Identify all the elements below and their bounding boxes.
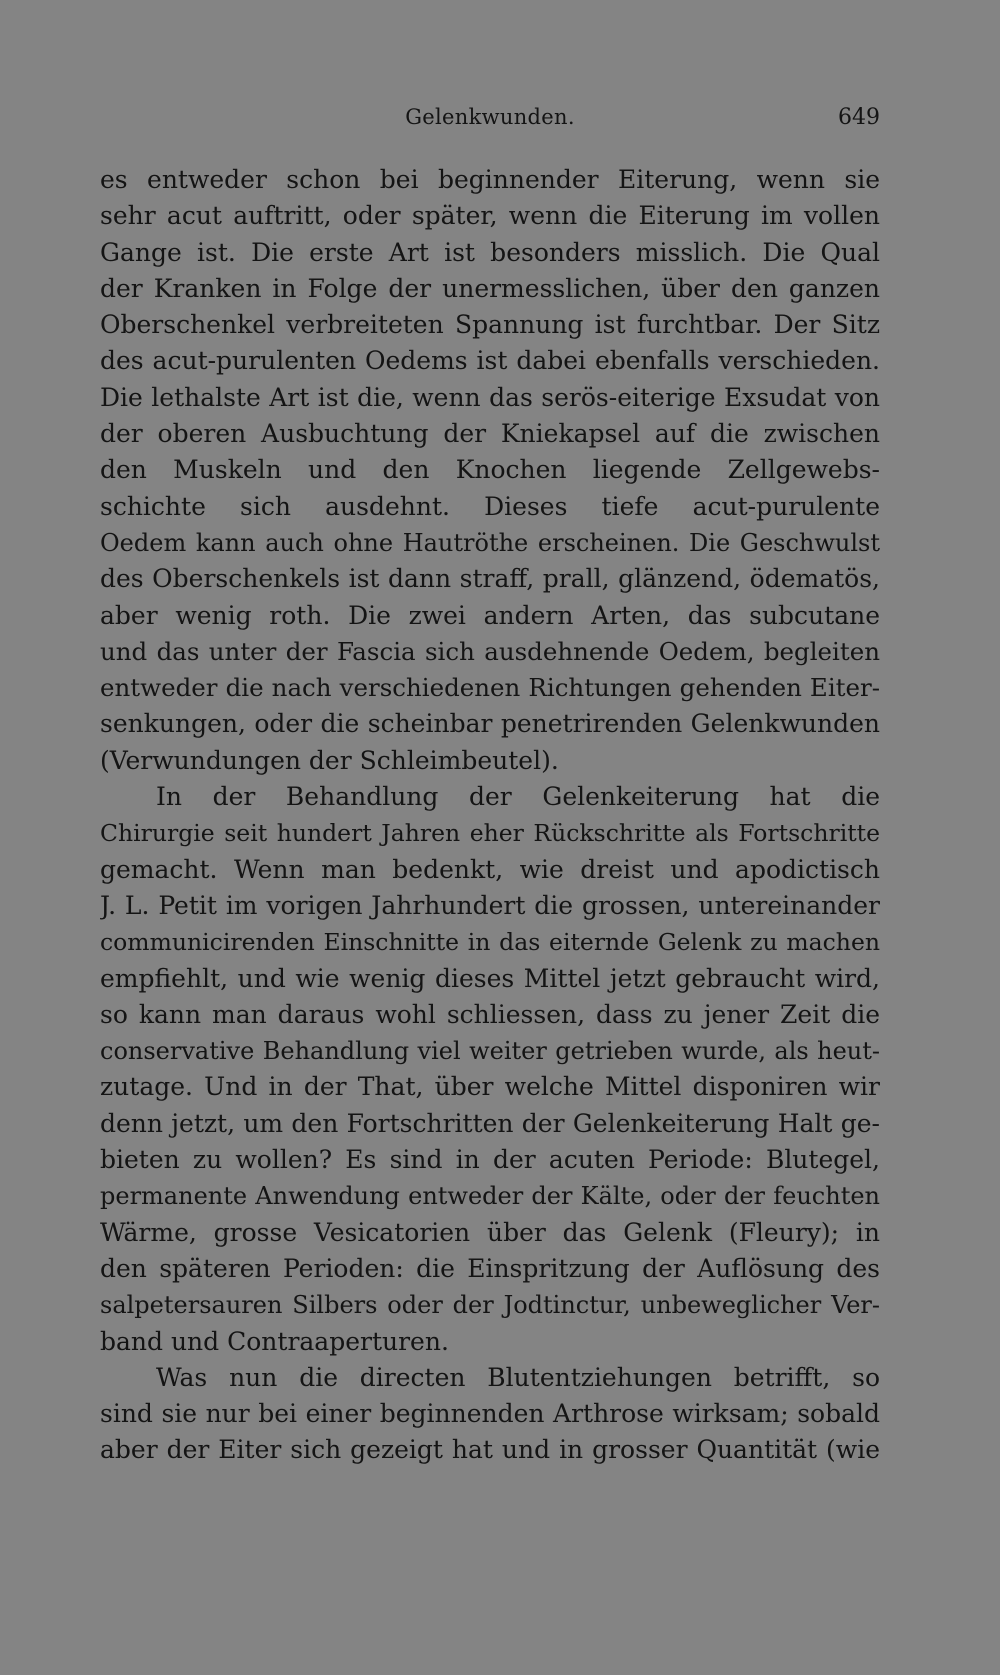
text-line: In der Behandlung der Gelenkeiterung hat die <box>156 782 880 812</box>
text-line: bieten zu wollen? Es sind in der acuten Periode: Blutegel, <box>100 1145 880 1175</box>
text-line: so kann man daraus wohl schliessen, dass zu jener Zeit die <box>100 999 880 1029</box>
text-line: (Verwundungen der Schleimbeutel). <box>100 745 559 775</box>
text-line: sind sie nur bei einer beginnenden Arthrose wirksam; sobald <box>100 1399 880 1429</box>
text-line: aber der Eiter sich gezeigt hat und in grosser Quantität (wie <box>100 1435 880 1465</box>
body-text <box>100 162 880 1469</box>
text-line: Gange ist. Die erste Art ist besonders misslich. Die Qual <box>100 237 880 267</box>
text-line: empfiehlt, und wie wenig dieses Mittel jetzt gebraucht wird, <box>100 963 880 993</box>
text-line: der oberen Ausbuchtung der Kniekapsel auf die zwischen <box>100 419 880 449</box>
paragraph <box>100 162 880 779</box>
text-line: Oberschenkel verbreiteten Spannung ist furchtbar. Der Sitz <box>100 310 880 340</box>
text-line: entweder die nach verschiedenen Richtungen gehenden Eiter- <box>100 673 880 703</box>
text-line: Die lethalste Art ist die, wenn das serös-eiterige Exsudat von <box>100 382 880 412</box>
text-line: conservative Behandlung viel weiter getrieben wurde, als heut- <box>100 1037 880 1066</box>
text-line: und das unter der Fascia sich ausdehnende Oedem, begleiten <box>100 636 880 666</box>
text-line: es entweder schon bei beginnender Eiterung, wenn sie <box>100 165 880 194</box>
text-line: salpetersauren Silbers oder der Jodtinctur, unbeweglicher Ver- <box>100 1291 880 1320</box>
text-line: J. L. Petit im vorigen Jahrhundert die grossen, untereinander <box>100 890 880 920</box>
text-line: schichte sich ausdehnt. Dieses tiefe acut-purulente <box>100 491 880 521</box>
text-line: denn jetzt, um den Fortschritten der Gelenkeiterung Halt ge- <box>100 1108 880 1138</box>
paragraph <box>100 1360 880 1469</box>
text-line: zutage. Und in der That, über welche Mittel disponiren wir <box>100 1072 880 1102</box>
text-line: band und Contraaperturen. <box>100 1326 449 1356</box>
text-line: des acut-purulenten Oedems ist dabei ebenfalls verschieden. <box>100 346 880 376</box>
text-line: permanente Anwendung entweder der Kälte, oder der feuchten <box>100 1182 880 1211</box>
text-line: Oedem kann auch ohne Hautröthe erscheinen. Die Geschwulst <box>100 528 880 557</box>
text-line: der Kranken in Folge der unermesslichen, über den ganzen <box>100 273 880 303</box>
paragraph <box>100 779 880 1360</box>
text-line: Was nun die directen Blutentziehungen betrifft, so <box>156 1362 880 1392</box>
running-head <box>100 105 880 139</box>
running-title: Gelenkwunden. <box>405 105 575 129</box>
text-line: den Muskeln und den Knochen liegende Zellgewebs- <box>100 455 880 485</box>
page-number: 649 <box>838 105 880 130</box>
text-line: Wärme, grosse Vesicatorien über das Gelenk (Fleury); in <box>100 1217 880 1247</box>
text-line: senkungen, oder die scheinbar penetrirenden Gelenkwunden <box>100 709 880 739</box>
text-line: aber wenig roth. Die zwei andern Arten, das subcutane <box>100 600 880 630</box>
text-line: Chirurgie seit hundert Jahren eher Rückschritte als Fortschritte <box>100 819 880 848</box>
text-line: communicirenden Einschnitte in das eiternde Gelenk zu machen <box>100 928 880 957</box>
text-line: gemacht. Wenn man bedenkt, wie dreist und apodictisch <box>100 854 880 884</box>
text-line: sehr acut auftritt, oder später, wenn die Eiterung im vollen <box>100 201 880 231</box>
text-line: des Oberschenkels ist dann straff, prall, glänzend, ödematös, <box>100 564 880 594</box>
text-line: den späteren Perioden: die Einspritzung der Auflösung des <box>100 1253 880 1283</box>
